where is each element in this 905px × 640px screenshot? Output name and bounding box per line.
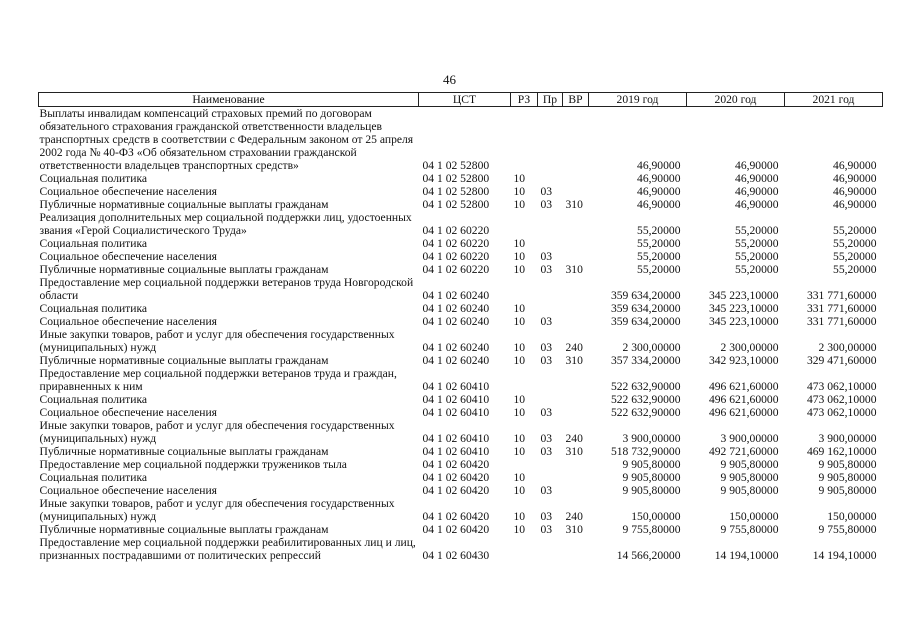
row-value-2021: 9 905,80000	[818, 471, 877, 484]
row-value-2019: 14 566,20000	[616, 549, 681, 562]
row-value-2021: 331 771,60000	[806, 289, 877, 302]
row-cst: 04 1 02 60220	[422, 250, 490, 263]
row-pr: 03	[540, 341, 553, 354]
row-value-2021: 55,20000	[833, 237, 877, 250]
budget-table	[38, 92, 883, 562]
row-vr	[563, 237, 589, 250]
row-value-2021: 46,90000	[833, 198, 877, 211]
row-value-2019: 518 732,90000	[610, 445, 681, 458]
row-name: Публичные нормативные социальные выплаты гражданам	[39, 263, 329, 276]
table-row	[39, 445, 883, 458]
row-name: Социальное обеспечение населения	[39, 484, 218, 497]
row-rz	[511, 211, 538, 237]
row-value-2020: 345 223,10000	[708, 302, 779, 315]
row-pr: 03	[540, 406, 553, 419]
row-value-2020: 345 223,10000	[708, 315, 779, 328]
row-vr	[563, 484, 589, 497]
row-rz: 10	[513, 250, 526, 263]
row-rz: 10	[513, 393, 526, 406]
row-rz: 10	[513, 523, 526, 536]
row-pr: 03	[540, 263, 553, 276]
table-body	[39, 107, 883, 563]
row-rz: 10	[513, 341, 526, 354]
row-value-2021: 473 062,10000	[806, 393, 877, 406]
row-name: Реализация дополнительных мер социальной поддержки лиц, удостоенных звания «Герой Социалистического Труда»	[39, 211, 412, 237]
row-name: Предоставление мер социальной поддержки реабилитированных лиц и лиц, признанных пострадавшими от политических репрессий	[39, 536, 416, 562]
row-vr	[563, 471, 589, 484]
row-value-2020: 46,90000	[735, 172, 779, 185]
row-value-2019: 359 634,20000	[610, 289, 681, 302]
row-rz: 10	[513, 315, 526, 328]
row-cst: 04 1 02 60420	[422, 471, 490, 484]
row-value-2020: 55,20000	[735, 250, 779, 263]
row-value-2019: 9 905,80000	[622, 471, 681, 484]
row-pr	[538, 367, 563, 393]
row-vr: 240	[565, 510, 583, 523]
row-name: Социальная политика	[39, 393, 148, 406]
row-cst: 04 1 02 60240	[422, 302, 490, 315]
header-2020: 2020 год	[687, 93, 785, 107]
row-vr: 240	[565, 341, 583, 354]
row-cst: 04 1 02 52800	[422, 185, 490, 198]
row-cst: 04 1 02 60420	[422, 510, 490, 523]
header-name: Наименование	[39, 93, 419, 107]
row-vr	[563, 406, 589, 419]
row-cst: 04 1 02 52800	[422, 172, 490, 185]
row-value-2019: 9 905,80000	[622, 458, 681, 471]
table-row	[39, 536, 883, 562]
row-name: Иные закупки товаров, работ и услуг для обеспечения государственных (муниципальных) нужд	[39, 328, 395, 354]
row-cst: 04 1 02 60220	[422, 263, 490, 276]
table-row	[39, 198, 883, 211]
table-row	[39, 185, 883, 198]
row-cst: 04 1 02 60430	[422, 549, 490, 562]
row-value-2020: 3 900,00000	[720, 432, 779, 445]
row-value-2021: 2 300,00000	[818, 341, 877, 354]
row-rz	[511, 536, 538, 562]
row-cst: 04 1 02 60410	[422, 406, 490, 419]
row-name: Выплаты инвалидам компенсаций страховых премий по договорам обязательного страхования гражданской ответственности владельцев транспортных средств в соответствии с Федеральным законом от 25 апреля 2002 года № 40-ФЗ «Об обязательном страховании гражданской ответственности владельцев транспортных средств»	[39, 107, 414, 172]
row-cst: 04 1 02 60240	[422, 315, 490, 328]
header-pr: Пр	[538, 93, 563, 107]
row-value-2020: 345 223,10000	[708, 289, 779, 302]
row-vr	[563, 393, 589, 406]
row-cst: 04 1 02 60410	[422, 445, 490, 458]
row-vr: 310	[565, 263, 583, 276]
row-value-2021: 331 771,60000	[806, 315, 877, 328]
table-row	[39, 419, 883, 445]
row-value-2021: 469 162,10000	[806, 445, 877, 458]
row-vr	[563, 302, 589, 315]
row-vr	[563, 211, 589, 237]
table-row	[39, 354, 883, 367]
row-value-2020: 9 905,80000	[720, 471, 779, 484]
row-name: Социальное обеспечение населения	[39, 185, 218, 198]
row-rz: 10	[513, 263, 526, 276]
row-name: Социальная политика	[39, 471, 148, 484]
row-name: Социальное обеспечение населения	[39, 315, 218, 328]
row-vr	[563, 276, 589, 302]
row-name: Предоставление мер социальной поддержки тружеников тыла	[39, 458, 347, 471]
row-value-2019: 9 755,80000	[622, 523, 681, 536]
table-row	[39, 211, 883, 237]
row-value-2019: 150,00000	[631, 510, 681, 523]
table-row	[39, 471, 883, 484]
table-row	[39, 328, 883, 354]
table-row	[39, 302, 883, 315]
row-name: Публичные нормативные социальные выплаты гражданам	[39, 445, 329, 458]
row-value-2019: 522 632,90000	[610, 380, 681, 393]
row-value-2021: 9 905,80000	[818, 458, 877, 471]
table-row	[39, 406, 883, 419]
table-row	[39, 484, 883, 497]
table-row	[39, 172, 883, 185]
row-value-2021: 46,90000	[833, 172, 877, 185]
row-name: Социальная политика	[39, 172, 148, 185]
row-value-2020: 14 194,10000	[714, 549, 779, 562]
row-value-2019: 55,20000	[637, 263, 681, 276]
row-value-2019: 522 632,90000	[610, 393, 681, 406]
row-value-2020: 55,20000	[735, 237, 779, 250]
table-row	[39, 393, 883, 406]
table-row	[39, 276, 883, 302]
row-pr: 03	[540, 315, 553, 328]
row-cst: 04 1 02 60240	[422, 354, 490, 367]
row-value-2019: 357 334,20000	[610, 354, 681, 367]
row-rz: 10	[513, 185, 526, 198]
row-pr	[538, 276, 563, 302]
table-row	[39, 107, 883, 173]
row-value-2019: 3 900,00000	[622, 432, 681, 445]
row-value-2021: 3 900,00000	[818, 432, 877, 445]
row-cst: 04 1 02 60410	[422, 432, 490, 445]
row-rz: 10	[513, 445, 526, 458]
row-value-2019: 9 905,80000	[622, 484, 681, 497]
row-name: Иные закупки товаров, работ и услуг для обеспечения государственных (муниципальных) нужд	[39, 419, 395, 445]
row-value-2020: 46,90000	[735, 185, 779, 198]
table-row	[39, 458, 883, 471]
row-rz: 10	[513, 510, 526, 523]
row-value-2021: 9 755,80000	[818, 523, 877, 536]
row-pr: 03	[540, 445, 553, 458]
row-value-2021: 55,20000	[833, 263, 877, 276]
header-2019: 2019 год	[589, 93, 687, 107]
table-row	[39, 523, 883, 536]
row-value-2021: 150,00000	[827, 510, 877, 523]
row-value-2019: 2 300,00000	[622, 341, 681, 354]
row-value-2019: 522 632,90000	[610, 406, 681, 419]
row-rz: 10	[513, 198, 526, 211]
page-number: 46	[443, 72, 456, 87]
row-value-2019: 46,90000	[637, 172, 681, 185]
row-vr: 310	[565, 445, 583, 458]
table-row	[39, 263, 883, 276]
row-pr: 03	[540, 250, 553, 263]
row-value-2020: 150,00000	[729, 510, 779, 523]
table-row	[39, 250, 883, 263]
row-value-2021: 55,20000	[833, 224, 877, 237]
row-rz: 10	[513, 302, 526, 315]
row-value-2019: 46,90000	[637, 159, 681, 172]
row-cst: 04 1 02 60420	[422, 523, 490, 536]
row-pr	[538, 458, 563, 471]
row-vr	[563, 367, 589, 393]
row-rz: 10	[513, 432, 526, 445]
row-rz: 10	[513, 354, 526, 367]
row-pr	[538, 237, 563, 250]
row-pr: 03	[540, 523, 553, 536]
row-value-2019: 46,90000	[637, 185, 681, 198]
row-name: Публичные нормативные социальные выплаты гражданам	[39, 198, 329, 211]
row-rz: 10	[513, 237, 526, 250]
row-vr: 310	[565, 523, 583, 536]
row-vr: 310	[565, 198, 583, 211]
row-vr	[563, 185, 589, 198]
row-value-2021: 473 062,10000	[806, 380, 877, 393]
table-row	[39, 315, 883, 328]
row-value-2019: 55,20000	[637, 237, 681, 250]
row-pr	[538, 172, 563, 185]
row-value-2019: 359 634,20000	[610, 315, 681, 328]
header-2021: 2021 год	[785, 93, 883, 107]
header-rz: РЗ	[511, 93, 538, 107]
row-vr	[563, 172, 589, 185]
row-value-2021: 331 771,60000	[806, 302, 877, 315]
row-value-2021: 14 194,10000	[812, 549, 877, 562]
row-value-2019: 359 634,20000	[610, 302, 681, 315]
row-value-2021: 46,90000	[833, 185, 877, 198]
row-value-2020: 342 923,10000	[708, 354, 779, 367]
row-value-2020: 496 621,60000	[708, 393, 779, 406]
row-value-2021: 9 905,80000	[818, 484, 877, 497]
row-cst: 04 1 02 60220	[422, 237, 490, 250]
row-pr: 03	[540, 432, 553, 445]
row-value-2021: 55,20000	[833, 250, 877, 263]
row-value-2020: 496 621,60000	[708, 406, 779, 419]
row-name: Предоставление мер социальной поддержки ветеранов труда и граждан, приравненных к ним	[39, 367, 397, 393]
row-value-2020: 55,20000	[735, 224, 779, 237]
row-vr	[563, 315, 589, 328]
row-value-2020: 9 755,80000	[720, 523, 779, 536]
row-cst: 04 1 02 60420	[422, 458, 490, 471]
row-value-2019: 55,20000	[637, 224, 681, 237]
row-value-2020: 46,90000	[735, 198, 779, 211]
row-rz	[511, 107, 538, 173]
row-vr: 310	[565, 354, 583, 367]
row-vr	[563, 458, 589, 471]
row-rz: 10	[513, 484, 526, 497]
row-name: Публичные нормативные социальные выплаты гражданам	[39, 523, 329, 536]
row-vr	[563, 536, 589, 562]
row-pr: 03	[540, 484, 553, 497]
row-cst: 04 1 02 60420	[422, 484, 490, 497]
row-pr	[538, 393, 563, 406]
row-name: Социальное обеспечение населения	[39, 250, 218, 263]
row-rz	[511, 276, 538, 302]
row-vr	[563, 250, 589, 263]
row-pr: 03	[540, 354, 553, 367]
header-vr: ВР	[563, 93, 589, 107]
row-value-2021: 46,90000	[833, 159, 877, 172]
row-pr	[538, 211, 563, 237]
row-vr	[563, 107, 589, 173]
row-cst: 04 1 02 52800	[422, 159, 490, 172]
row-name: Социальное обеспечение населения	[39, 406, 218, 419]
row-value-2021: 473 062,10000	[806, 406, 877, 419]
row-cst: 04 1 02 52800	[422, 198, 490, 211]
row-pr	[538, 471, 563, 484]
row-name: Социальная политика	[39, 237, 148, 250]
row-pr: 03	[540, 198, 553, 211]
row-name: Публичные нормативные социальные выплаты гражданам	[39, 354, 329, 367]
row-rz: 10	[513, 172, 526, 185]
row-name: Иные закупки товаров, работ и услуг для обеспечения государственных (муниципальных) нужд	[39, 497, 395, 523]
row-name: Социальная политика	[39, 302, 148, 315]
row-pr: 03	[540, 185, 553, 198]
row-vr: 240	[565, 432, 583, 445]
table-row	[39, 237, 883, 250]
row-pr: 03	[540, 510, 553, 523]
row-cst: 04 1 02 60240	[422, 289, 490, 302]
header-cst: ЦСТ	[419, 93, 511, 107]
row-value-2020: 46,90000	[735, 159, 779, 172]
row-rz	[511, 458, 538, 471]
row-name: Предоставление мер социальной поддержки ветеранов труда Новгородской области	[39, 276, 414, 302]
row-rz: 10	[513, 471, 526, 484]
row-value-2021: 329 471,60000	[806, 354, 877, 367]
table-row	[39, 367, 883, 393]
row-cst: 04 1 02 60220	[422, 224, 490, 237]
row-value-2020: 496 621,60000	[708, 380, 779, 393]
row-rz	[511, 367, 538, 393]
row-value-2019: 55,20000	[637, 250, 681, 263]
row-value-2020: 9 905,80000	[720, 484, 779, 497]
row-pr	[538, 536, 563, 562]
row-value-2020: 492 721,60000	[708, 445, 779, 458]
row-rz: 10	[513, 406, 526, 419]
row-cst: 04 1 02 60410	[422, 393, 490, 406]
row-value-2020: 9 905,80000	[720, 458, 779, 471]
row-value-2020: 2 300,00000	[720, 341, 779, 354]
row-cst: 04 1 02 60410	[422, 380, 490, 393]
table-header-row	[39, 93, 883, 107]
row-cst: 04 1 02 60240	[422, 341, 490, 354]
table-row	[39, 497, 883, 523]
row-pr	[538, 302, 563, 315]
row-value-2020: 55,20000	[735, 263, 779, 276]
row-value-2019: 46,90000	[637, 198, 681, 211]
row-pr	[538, 107, 563, 173]
